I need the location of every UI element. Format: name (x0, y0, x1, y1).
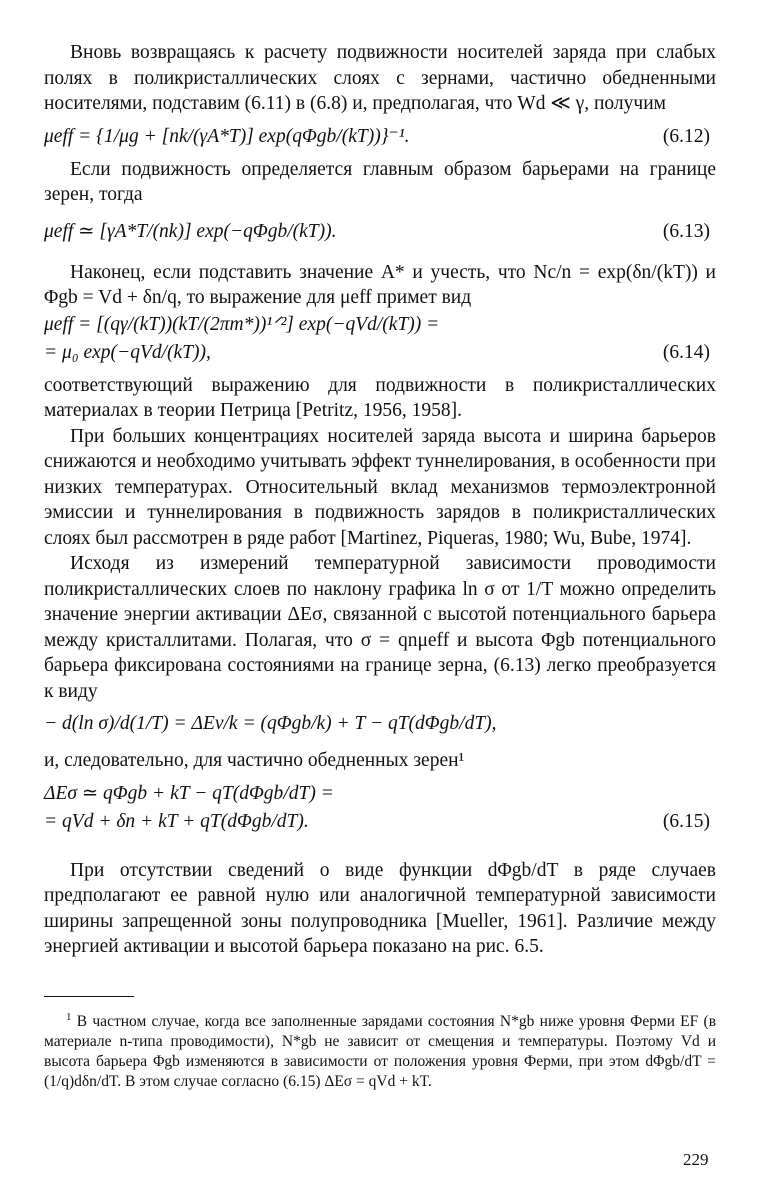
equation-6-14-line-1 (44, 311, 716, 339)
equation-number: (6.12) (662, 125, 710, 147)
paragraph-4: соответствующий выражению для подвижности в поликристаллических материалах в теории Петрица [Petritz, 1956, 1958]. (44, 374, 716, 421)
page-body (44, 40, 716, 1092)
equation-6-15-line-1 (44, 780, 716, 808)
paragraph-5: При больших концентрациях носителей заряда высота и ширина барьеров снижаются и необходимо учитывать эффект туннелирования, в особенности при низких температурах. Относительный вклад механизмов термоэлектронной эмиссии и туннелирования в подвижность зарядов в поликристаллических слоях был рассмотрен в ряде работ [Martinez, Piqueras, 1980; Wu, Bube, 1974]. (44, 425, 716, 549)
equation-6-14-line-2 (44, 339, 716, 367)
equation-text: − d(ln σ)/d(1/T) = ΔEv/k = (qΦgb/k) + T − qT(dΦgb/dT), (44, 713, 497, 734)
equation-text: = qVd + δn + kT + qT(dΦgb/dT). (44, 810, 309, 832)
paragraph-3: Наконец, если подставить значение A* и учесть, что Nc/n = exp(δn/(kT)) и Φgb = Vd + δn/q, то выражение для μeff примет вид (44, 261, 716, 308)
paragraph-6: Исходя из измерений температурной зависимости проводимости поликристаллических слоев по наклону графика ln σ от 1/T можно определить значение энергии активации ΔEσ, связанной с высотой потенциального барьера между кристаллитами. Полагая, что σ = qnμeff и высота Φgb потенциального барьера фиксирована состояниями на границе зерна, (6.13) легко преобразуется к виду (44, 553, 716, 702)
equation-6-15-line-2 (44, 808, 716, 836)
page-number: 229 (683, 1150, 709, 1169)
footnote-text: В частном случае, когда все заполненные зарядами состояния N*gb ниже уровня Ферми EF (в материале n-типа проводимости), N*gb не зависит от смещения и температуры. Поэтому Vd и высота барьера Φgb изменяются в зависимости от положения уровня Ферми, при этом dΦgb/dT = (1/q)dδn/dT. В этом случае согласно (6.15) ΔEσ = qVd + kT. (44, 1012, 717, 1090)
equation-number: (6.15) (662, 810, 710, 832)
paragraph-8: При отсутствии сведений о виде функции dΦgb/dT в ряде случаев предполагают ее равной нулю или аналогичной температурной зависимости ширины запрещенной зоны полупроводника [Mueller, 1961]. Различие между энергией активации и высотой барьера показано на рис. 6.5. (44, 859, 716, 957)
equation-text: = μ₀ exp(−qVd/(kT)), (44, 341, 211, 363)
equation-number: (6.13) (662, 220, 710, 242)
paragraph-2: Если подвижность определяется главным образом барьерами на границе зерен, тогда (44, 158, 716, 205)
equation-ln-sigma (44, 710, 716, 738)
footnote-divider (44, 996, 134, 997)
equation-text: μeff = {1/μg + [nk/(γA*T)] exp(qΦgb/(kT))}⁻¹. (44, 125, 410, 147)
equation-text: μeff = [(qγ/(kT))(kT/(2πm*))¹ᐟ²] exp(−qVd/(kT)) = (44, 313, 440, 335)
equation-6-12 (44, 123, 716, 151)
equation-number: (6.14) (662, 341, 710, 363)
equation-text: ΔEσ ≃ qΦgb + kT − qT(dΦgb/dT) = (44, 782, 334, 804)
equation-text: μeff ≃ [γA*T/(nk)] exp(−qΦgb/(kT)). (44, 220, 337, 242)
equation-6-13 (44, 218, 716, 246)
paragraph-1: Вновь возвращаясь к расчету подвижности носителей заряда при слабых полях в поликристаллических слоях с зернами, частично обедненными носителями, подставим (6.11) в (6.8) и, предполагая, что Wd ≪ γ, получим (44, 42, 716, 114)
paragraph-7: и, следовательно, для частично обедненных зерен¹ (44, 750, 465, 771)
footnote (44, 1007, 716, 1092)
footnote-mark: 1 (66, 1010, 72, 1023)
